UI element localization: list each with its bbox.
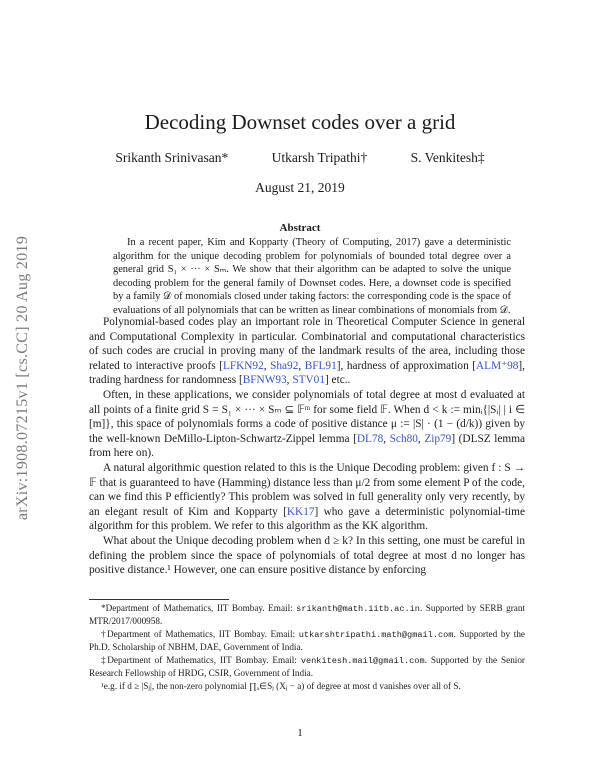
citation-link[interactable]: ALM⁺98 [476,359,519,372]
paper-date: August 21, 2019 [255,180,345,195]
email-address: utkarshtripathi.math@gmail.com [298,629,454,640]
arxiv-stamp-text: arXiv:1908.07215v1 [cs.CC] 20 Aug 2019 [14,235,31,521]
abstract-text: In a recent paper, Kim and Kopparty (Theory of Computing, 2017) gave a deterministic algorithm for the unique decoding problem for polynomials of bounded total degree over a general grid S₁ × ··· × Sₘ. We show that their algorithm can be adapted to solve the unique decoding problem for the general family of Downset codes. Here, a downset code is specified by a family 𝒟 of monomials closed under taking factors: the corresponding code is the space of evaluations of all polynomials that can be written as linear combinations of monomials from 𝒟. [113,237,511,316]
arxiv-stamp [10,188,36,568]
abstract-heading: Abstract [279,222,321,234]
citation-link[interactable]: STV01 [292,374,325,387]
citation-link[interactable]: DL78 [356,432,384,445]
author-list [0,150,600,166]
footnote-rule [89,599,229,600]
author-3: S. Venkitesh‡ [410,150,485,165]
email-address: srikanth@math.iitb.ac.in [296,604,420,614]
paper-title: Decoding Downset codes over a grid [144,110,456,134]
citation-link[interactable]: Sha92 [270,359,299,372]
author-1: Srikanth Srinivasan* [115,150,229,165]
paragraph-2: Often, in these applications, we consider polynomials of total degree at most d evaluated at all points of a finite grid S = S₁ × ··· × Sₘ ⊆ 𝔽ᵐ for some field 𝔽. When d < k := minᵢ{|Sᵢ| | i ∈ [m]}, this space of polynomials forms a code of positive distance μ := |S| · (1 − (d/k)) given by the well-known DeMillo-Lipton-Schwartz-Zippel lemma [DL78, Sch80, Zip79] (DLSZ lemma from here on). [89,388,526,460]
citation-link[interactable]: BFL91 [304,359,337,372]
citation-link[interactable]: Zip79 [424,432,452,445]
body-text [89,315,525,578]
footnote-3: ‡Department of Mathematics, IIT Bombay. Email: venkitesh.mail@gmail.com. Supported by the Senior Research Fellowship of HRDG, CSIR, Government of India. [89,654,525,679]
footnote-4: ¹e.g. if d ≥ |Sⱼ|, the non-zero polynomial ∏ₐ∈Sⱼ (Xⱼ − a) of degree at most d vanishes over all of S. [101,680,461,691]
footnotes [89,602,525,692]
paragraph-4: What about the Unique decoding problem when d ≥ k? In this setting, one must be careful in defining the problem since the space of polynomials of total degree at most d no longer has positive distance.¹ However, one can ensure positive distance by enforcing [89,534,525,577]
email-address: venkitesh.mail@gmail.com [300,655,425,666]
footnote-1: *Department of Mathematics, IIT Bombay. Email: srikanth@math.iitb.ac.in. Supported by SERB grant MTR/2017/000958. [89,603,525,627]
author-2: Utkarsh Tripathi† [271,150,368,165]
page-number: 1 [297,727,303,739]
citation-link[interactable]: BFNW93 [242,374,287,387]
paragraph-3: A natural algorithmic question related to this is the Unique Decoding problem: given f : S → 𝔽 that is guaranteed to have (Hamming) distance less than μ/2 from some element P of the code, can we find this P efficiently? This problem was solved in full generality only very recently, by an elegant result of Kim and Kopparty [KK17] who gave a deterministic polynomial-time algorithm for this problem. We refer to this algorithm as the KK algorithm. [89,461,525,533]
citation-link[interactable]: Sch80 [389,432,418,445]
citation-link[interactable]: LFKN92 [222,359,264,372]
abstract [113,236,511,318]
citation-link[interactable]: KK17 [286,505,315,518]
footnote-2: †Department of Mathematics, IIT Bombay. Email: utkarshtripathi.math@gmail.com. Supported by the Ph.D. Scholarship of NBHM, DAE, Government of India. [89,628,525,653]
paragraph-1: Polynomial-based codes play an important role in Theoretical Computer Science in general and Computational Complexity in particular. Combinatorial and computational characteristics of such codes are crucial in proving many of the landmark results of the area, including those related to interactive proofs [LFKN92, Sha92, BFL91], hardness of approximation [ALM⁺98], trading hardness for randomness [BFNW93, STV01] etc.. [89,316,525,387]
